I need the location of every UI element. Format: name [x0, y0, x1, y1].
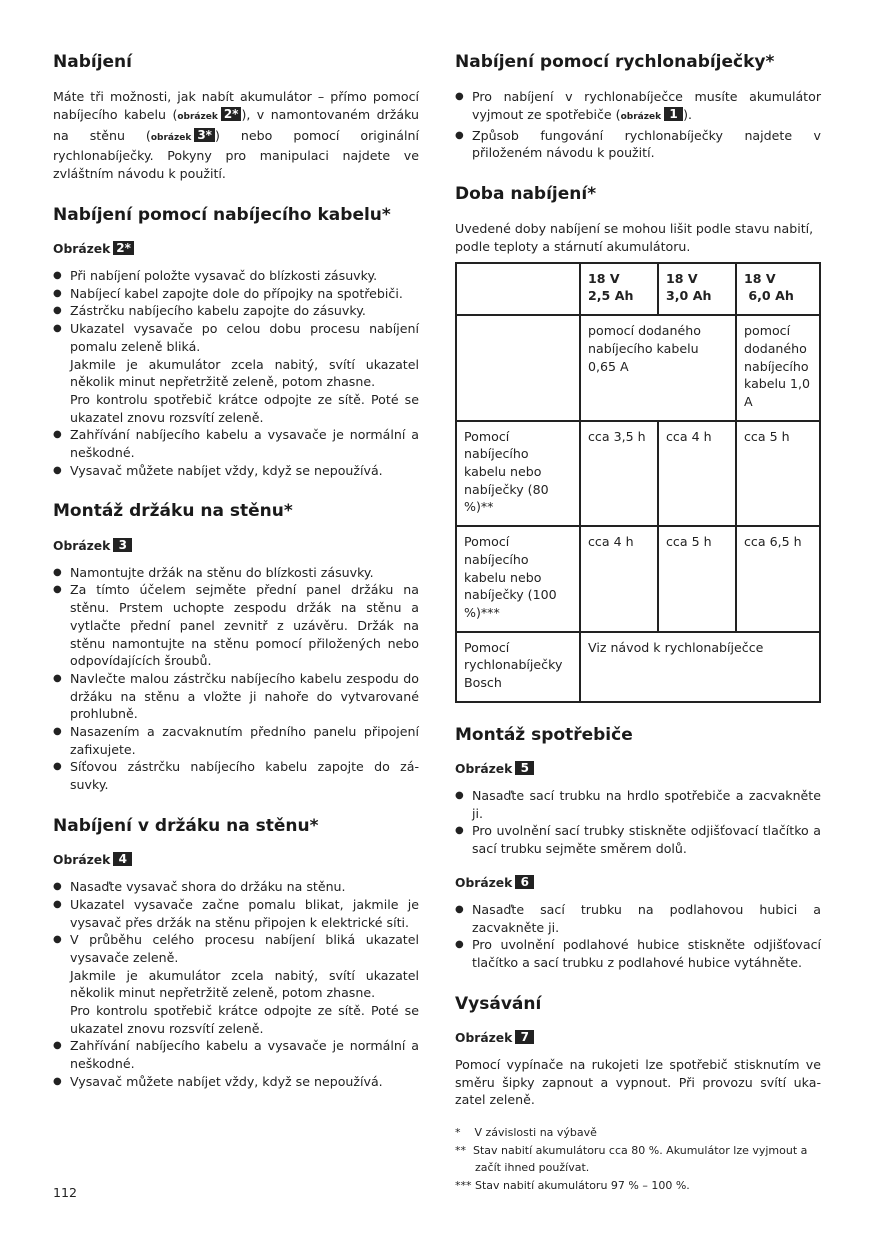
- list-item: ● Při nabíjení položte vysavač do blízkosti zásuvky.: [53, 267, 419, 285]
- figure-label-text: Obrázek: [53, 538, 111, 553]
- list-item: [53, 931, 419, 1037]
- figure-badge: 2*: [221, 107, 242, 121]
- list-item: ● Způsob fungování rychlonabíječky najdete v přiloženém návodu k použití.: [455, 127, 821, 162]
- list-item-subtext: Jakmile je akumulátor zcela nabitý, svítí ukazatel několik minut nepřetržitě zeleně, potom zhasne.: [70, 967, 419, 1001]
- figure-label-text: Obrázek: [455, 875, 513, 890]
- figure-badge: 1: [664, 107, 683, 121]
- table-cell: cca 6,5 h: [736, 526, 820, 632]
- figure-ref: obrázek: [150, 132, 192, 143]
- header-line: 18 V: [588, 270, 620, 286]
- section-title: Nabíjení v držáku na stěnu*: [53, 815, 319, 836]
- left-column: [53, 52, 419, 1113]
- section-title: Nabíjení pomocí rychlonabíječky*: [455, 52, 775, 72]
- table-cell: Viz návod k rychlonabíječce: [580, 632, 820, 702]
- header-line: 18 V: [744, 270, 776, 286]
- charging-time-table: [455, 262, 821, 703]
- list-item-text: Ukazatel vysavače po celou dobu procesu nabíjení pomalu zeleně bliká.: [70, 321, 419, 354]
- list-item: ● Vysavač můžete nabíjet vždy, když se nepoužívá.: [53, 462, 419, 480]
- bullet-list: [53, 267, 419, 479]
- figure-label-text: Obrázek: [53, 853, 111, 868]
- table-row-label: Pomocí nabíjecího kabelu nebo nabíječky (100 %)***: [456, 526, 580, 632]
- table-row: [456, 263, 820, 315]
- list-item: [53, 320, 419, 426]
- table-cell: [456, 263, 580, 315]
- section-charging-cable: [53, 205, 419, 480]
- table-row: [456, 632, 820, 702]
- section-title: Doba nabíjení*: [455, 184, 597, 205]
- footnotes: [455, 1124, 821, 1195]
- figure-badge: 3: [113, 538, 132, 552]
- table-cell: cca 4 h: [580, 526, 658, 632]
- section-charging: [53, 52, 419, 183]
- table-row-label: Pomocí rychlonabíječky Bosch: [456, 632, 580, 702]
- figure-label: [455, 761, 821, 778]
- list-item-text: V průběhu celého procesu nabíjení bliká ukazatel vysavače zeleně.: [70, 932, 419, 965]
- bullet-list: [53, 564, 419, 794]
- figure-label-text: Obrázek: [53, 242, 111, 257]
- table-row-label: Pomocí nabíjecího kabelu nebo nabíječky (80 %)**: [456, 421, 580, 527]
- figure-badge: 4: [113, 852, 132, 866]
- header-line: 18 V: [666, 270, 698, 286]
- intro-paragraph: Uvedené doby nabíjení se mohou lišit podle stavu nabití, podle teploty a stárnutí akumulátoru.: [455, 221, 814, 255]
- list-item: ● Nasaďte vysavač shora do držáku na stěnu.: [53, 878, 419, 896]
- footnote: * V závislosti na výbavě: [455, 1126, 597, 1139]
- table-cell: [456, 315, 580, 421]
- figure-badge: 5: [515, 761, 534, 775]
- list-item-subtext: Jakmile je akumulátor zcela nabitý, svítí ukazatel několik minut nepřetržitě zeleně, potom zhasne.: [70, 356, 419, 390]
- figure-badge: 3*: [194, 128, 215, 142]
- section-title: Nabíjení: [53, 52, 132, 72]
- section-charging-time: [455, 184, 821, 703]
- table-cell: cca 4 h: [658, 421, 736, 527]
- bullet-list: [53, 878, 419, 1090]
- section-fast-charger: [455, 52, 821, 162]
- figure-label-text: Obrázek: [455, 762, 513, 777]
- bullet-list: [455, 901, 821, 972]
- text: ).: [683, 106, 692, 122]
- header-line: 2,5 Ah: [588, 288, 634, 304]
- section-title: Vysávání: [455, 993, 542, 1014]
- list-item: ● Zahřívání nabíjecího kabelu a vysavače je normální a neškodné.: [53, 1037, 419, 1072]
- section-assembly: [455, 725, 821, 972]
- section-vacuuming: [455, 994, 821, 1109]
- table-header-cell: [580, 263, 658, 315]
- list-item: ● Nabíjecí kabel zapojte dole do přípojky na spotřebiči.: [53, 285, 419, 303]
- table-row: [456, 526, 820, 632]
- list-item: ● Nasazením a zacvaknutím předního panelu připojení zafixujete.: [53, 723, 419, 758]
- section-wall-charging: [53, 816, 419, 1091]
- text: ), v namontovaném držáku na stěnu (: [53, 106, 419, 143]
- list-item: ● Vysavač můžete nabíjet vždy, když se nepoužívá.: [53, 1073, 419, 1091]
- paragraph: [53, 88, 419, 183]
- list-item: ● Nasaďte sací trubku na podlahovou hubici a zacvakněte ji.: [455, 901, 821, 936]
- table-cell: pomocí dodaného nabíjecího kabelu 0,65 A: [580, 315, 736, 421]
- table-row: [456, 315, 820, 421]
- bullet-list: [455, 787, 821, 858]
- section-title: Montáž držáku na stěnu*: [53, 501, 293, 522]
- page-number: 112: [53, 1185, 78, 1200]
- bullet-list: [455, 88, 821, 162]
- list-item: [455, 88, 821, 126]
- list-item: ● Síťovou zástrčku nabíjecího kabelu zapojte do zá-suvky.: [53, 758, 419, 793]
- paragraph: Pomocí vypínače na rukojeti lze spotřebič stisknutím ve směru šipky zapnout a vypnout. Při provozu svítí uka-zatel zeleně.: [455, 1056, 821, 1108]
- list-item-subtext: Pro kontrolu spotřebič krátce odpojte ze sítě. Poté se ukazatel znovu rozsvítí zeleně.: [70, 391, 419, 425]
- section-title: Nabíjení pomocí nabíjecího kabelu*: [53, 204, 391, 225]
- figure-ref: obrázek: [620, 111, 662, 122]
- figure-label: [53, 538, 419, 555]
- footnote: ** Stav nabití akumulátoru cca 80 %. Akumulátor lze vyjmout a začít ihned používat.: [455, 1143, 811, 1175]
- text: Máte tři možnosti, jak nabít akumulátor – přímo pomocí nabíjecího kabelu (: [53, 89, 419, 122]
- table-cell: cca 3,5 h: [580, 421, 658, 527]
- figure-badge: 7: [515, 1030, 534, 1044]
- figure-badge: 6: [515, 875, 534, 889]
- list-item: ● Nasaďte sací trubku na hrdlo spotřebiče a zacvakněte ji.: [455, 787, 821, 822]
- figure-label: [455, 875, 821, 892]
- footnote: *** Stav nabití akumulátoru 97 % – 100 %.: [455, 1179, 690, 1193]
- figure-label: [53, 241, 419, 258]
- list-item-subtext: Pro kontrolu spotřebič krátce odpojte ze sítě. Poté se ukazatel znovu rozsvítí zeleně.: [70, 1003, 419, 1036]
- list-item: ● Zahřívání nabíjecího kabelu a vysavače je normální a neškodné.: [53, 426, 419, 461]
- figure-label-text: Obrázek: [455, 1030, 513, 1045]
- figure-ref: obrázek: [177, 111, 218, 122]
- figure-badge: 2*: [113, 241, 134, 255]
- list-item: ● Ukazatel vysavače začne pomalu blikat, jakmile je vysavač přes držák na stěnu připojen k elektrické síti.: [53, 896, 419, 931]
- figure-label: [455, 1030, 821, 1047]
- figure-label: [53, 852, 419, 869]
- table-cell: cca 5 h: [658, 526, 736, 632]
- section-title: Montáž spotřebiče: [455, 724, 633, 745]
- table-header-cell: [736, 263, 820, 315]
- text: Pro nabíjení v rychlonabíječce musíte akumulátor vyjmout ze spotřebiče (: [472, 89, 821, 122]
- table-cell: cca 5 h: [736, 421, 820, 527]
- list-item: ● Za tímto účelem sejměte přední panel držáku na stěnu. Prstem uchopte zespodu držák na stěnu a vytlačte přední panel zevnitř z uzávěru. Držák na stěnu namontujte na stěnu pomocí přiložených nebo odpovídajících šroubů.: [53, 581, 419, 670]
- list-item: ● Pro uvolnění podlahové hubice stiskněte odjišťovací tlačítko a sací trubku z podlahové hubice vytáhněte.: [455, 936, 821, 971]
- list-item: ● Navlečte malou zástrčku nabíjecího kabelu zespodu do držáku na stěnu a vložte ji nahoře do vytvarované prohlubně.: [53, 670, 419, 723]
- header-line: 3,0 Ah: [666, 288, 712, 304]
- table-cell: pomocí dodaného nabíjecího kabelu 1,0 A: [736, 315, 820, 421]
- right-column: [455, 52, 821, 1131]
- list-item: ● Namontujte držák na stěnu do blízkosti zásuvky.: [53, 564, 419, 582]
- table-row: [456, 421, 820, 527]
- text: ) nebo pomocí originální rychlonabíječky. Pokyny pro manipulaci najdete ve zvláštním návodu k použití.: [53, 127, 419, 182]
- header-line: 6,0 Ah: [744, 288, 794, 304]
- list-item: ● Zástrčku nabíjecího kabelu zapojte do zásuvky.: [53, 302, 419, 320]
- table-header-cell: [658, 263, 736, 315]
- list-item: ● Pro uvolnění sací trubky stiskněte odjišťovací tlačítko a sací trubku sejměte směrem dolů.: [455, 822, 821, 857]
- section-wall-mount: [53, 501, 419, 793]
